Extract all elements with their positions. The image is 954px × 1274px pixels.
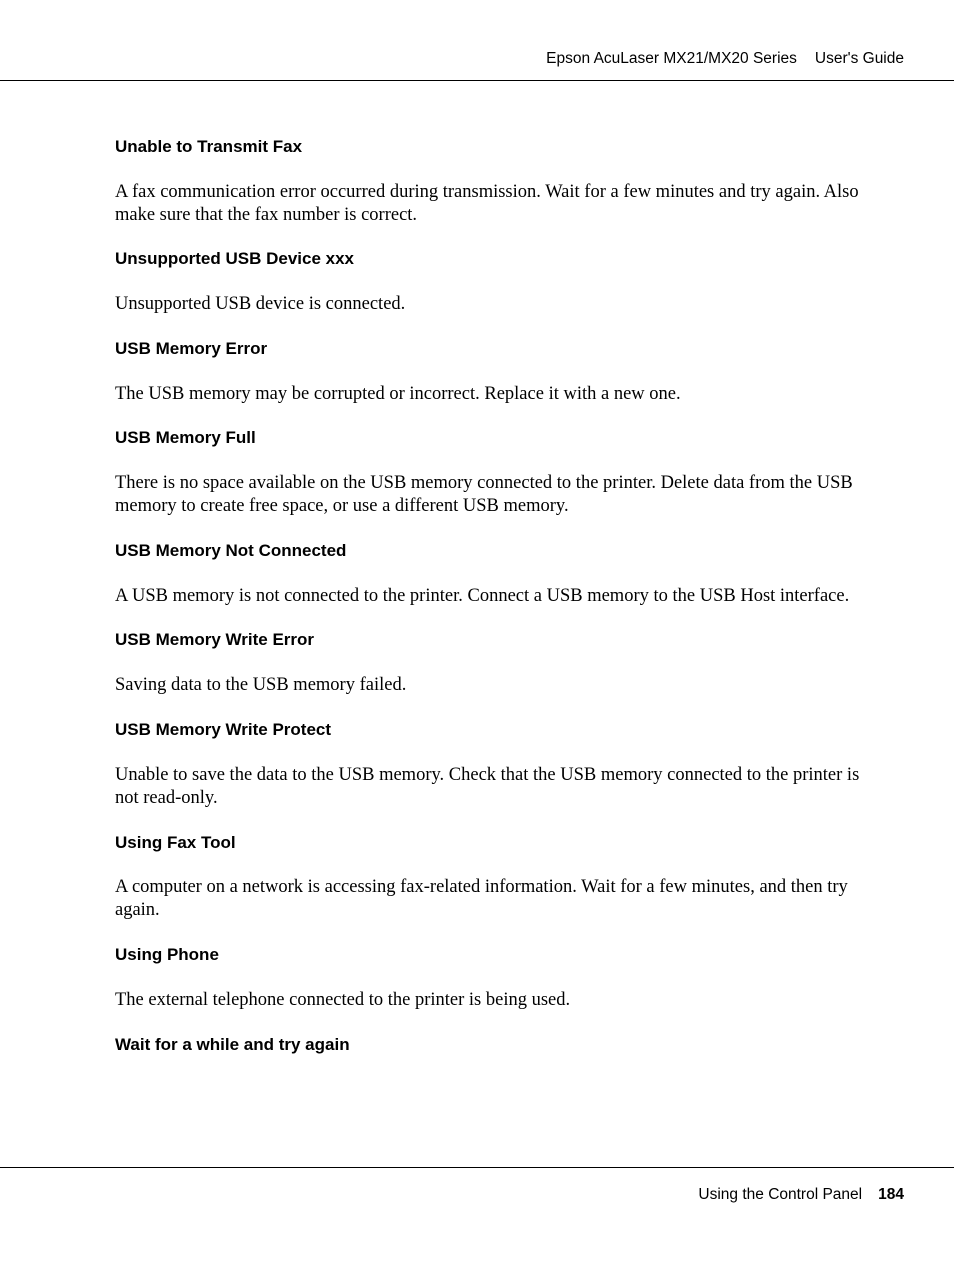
header-product-title: Epson AcuLaser MX21/MX20 Series [546,50,797,67]
message-title: USB Memory Full [115,428,256,447]
message-description: Saving data to the USB memory failed. [115,675,407,695]
message-description: A fax communication error occurred during transmission. Wait for a few minutes and try again. Also make sure that the fax number is correct. [115,182,859,225]
message-description: A USB memory is not connected to the printer. Connect a USB memory to the USB Host interface. [115,586,850,606]
message-title: USB Memory Write Protect [115,720,332,739]
message-title: USB Memory Write Error [115,630,315,649]
header-guide-title: User's Guide [814,50,904,67]
message-description: There is no space available on the USB memory connected to the printer. Delete data from the USB memory to create free space, or use a different USB memory. [115,473,853,516]
message-description: The USB memory may be corrupted or incorrect. Replace it with a new one. [115,384,681,404]
footer-section-title: Using the Control Panel [698,1186,863,1203]
page-footer [698,1186,904,1204]
message-title: USB Memory Error [115,339,268,358]
message-description: The external telephone connected to the printer is being used. [115,990,571,1010]
message-title: Using Fax Tool [115,833,236,852]
message-description: A computer on a network is accessing fax-related information. Wait for a few minutes, and then try again. [115,877,848,920]
page-number: 184 [878,1186,904,1203]
message-title: Unsupported USB Device xxx [115,249,355,268]
message-title: Unable to Transmit Fax [115,137,303,156]
message-description: Unable to save the data to the USB memory. Check that the USB memory connected to the printer is not read-only. [115,765,860,808]
message-description: Unsupported USB device is connected. [115,294,406,314]
message-title: Using Phone [115,945,219,964]
footer-rule [0,1167,954,1168]
page-header [0,0,954,81]
message-title: Wait for a while and try again [115,1035,350,1054]
header-text [546,50,904,68]
message-title: USB Memory Not Connected [115,541,347,560]
